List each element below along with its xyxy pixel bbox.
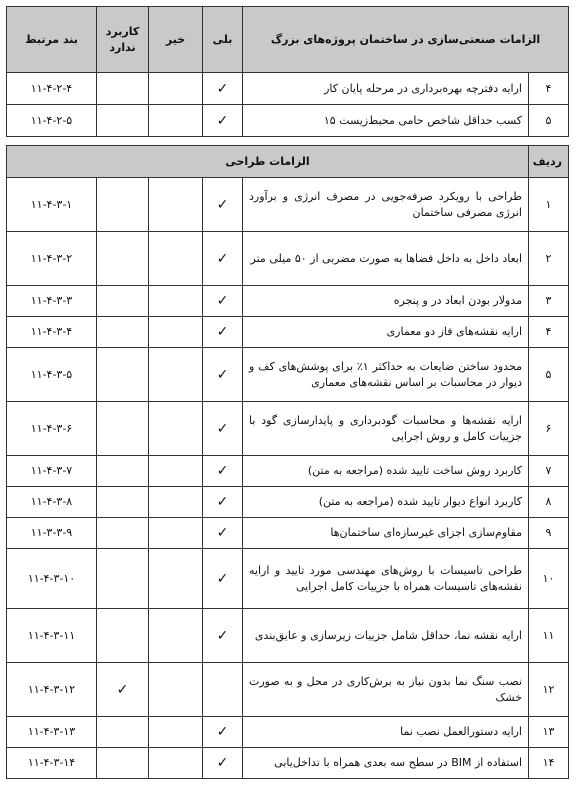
table-body: [7, 7, 569, 779]
check-yes: ✓: [203, 748, 243, 779]
check-no: [149, 73, 203, 105]
check-not-applicable: [97, 178, 149, 232]
row-description: استفاده از BIM در سطح سه بعدی همراه با تداخل‌یابی: [243, 748, 529, 779]
related-clause: ۱۱-۴-۳-۱۲: [7, 663, 97, 717]
row-number: ۱۰: [529, 549, 569, 609]
check-yes: ✓: [203, 73, 243, 105]
related-clause: ۱۱-۴-۲-۴: [7, 73, 97, 105]
row-description: طراحی با رویکرد صرفه‌جویی در مصرف انرژی و برآورد انرژی مصرفی ساختمان: [243, 178, 529, 232]
related-clause: ۱۱-۴-۳-۵: [7, 348, 97, 402]
header-not-applicable: کاربرد ندارد: [97, 7, 149, 73]
related-clause: ۱۱-۴-۳-۱: [7, 178, 97, 232]
row-number: ۲: [529, 232, 569, 286]
row-description: ارایه دستورالعمل نصب نما: [243, 717, 529, 748]
check-not-applicable: [97, 105, 149, 137]
row-number: ۹: [529, 518, 569, 549]
check-no: [149, 178, 203, 232]
check-not-applicable: [97, 609, 149, 663]
table-row: [7, 73, 569, 105]
row-number: ۸: [529, 487, 569, 518]
row-number: ۱: [529, 178, 569, 232]
check-yes: ✓: [203, 286, 243, 317]
check-yes: ✓: [203, 456, 243, 487]
related-clause: ۱۱-۴-۳-۱۴: [7, 748, 97, 779]
check-yes: ✓: [203, 549, 243, 609]
related-clause: ۱۱-۳-۳-۹: [7, 518, 97, 549]
check-no: [149, 609, 203, 663]
related-clause: ۱۱-۴-۳-۱۱: [7, 609, 97, 663]
row-description: ارایه نقشه‌های فاز دو معماری: [243, 317, 529, 348]
check-not-applicable: [97, 456, 149, 487]
related-clause: ۱۱-۴-۳-۷: [7, 456, 97, 487]
table-row: [7, 748, 569, 779]
table-row: [7, 348, 569, 402]
header-row: [7, 7, 569, 73]
check-no: [149, 717, 203, 748]
related-clause: ۱۱-۴-۲-۵: [7, 105, 97, 137]
spacer-row: [7, 137, 569, 146]
row-number: ۳: [529, 286, 569, 317]
check-not-applicable: [97, 549, 149, 609]
table-row: [7, 609, 569, 663]
row-number: ۱۳: [529, 717, 569, 748]
table-row: [7, 232, 569, 286]
row-description: مدولار بودن ابعاد در و پنجره: [243, 286, 529, 317]
row-description: نصب سنگ نما بدون نیاز به برش‌کاری در محل و به صورت خشک: [243, 663, 529, 717]
row-description: ارایه دفترچه بهره‌برداری در مرحله پایان کار: [243, 73, 529, 105]
row-number: ۴: [529, 317, 569, 348]
row-description: کسب حداقل شاخص حامی محیط‌زیست ۱۵: [243, 105, 529, 137]
section-title: الزامات طراحی: [7, 146, 529, 178]
table-row: [7, 317, 569, 348]
spacer-cell: [7, 137, 569, 146]
check-no: [149, 518, 203, 549]
check-no: [149, 487, 203, 518]
related-clause: ۱۱-۴-۳-۲: [7, 232, 97, 286]
row-number: ۱۲: [529, 663, 569, 717]
check-not-applicable: [97, 402, 149, 456]
related-clause: ۱۱-۴-۳-۴: [7, 317, 97, 348]
check-yes: ✓: [203, 105, 243, 137]
row-number: ۱۱: [529, 609, 569, 663]
related-clause: ۱۱-۴-۳-۱۳: [7, 717, 97, 748]
check-no: [149, 456, 203, 487]
row-description: کاربرد روش ساخت تایید شده (مراجعه به متن): [243, 456, 529, 487]
check-yes: ✓: [203, 717, 243, 748]
row-number: ۷: [529, 456, 569, 487]
row-description: ارایه نقشه‌ها و محاسبات گودبرداری و پایدارسازی گود با جزییات کامل و روش اجرایی: [243, 402, 529, 456]
check-yes: ✓: [203, 348, 243, 402]
check-not-applicable: ✓: [97, 663, 149, 717]
section-header-row: [7, 146, 569, 178]
table-row: [7, 402, 569, 456]
related-clause: ۱۱-۴-۳-۸: [7, 487, 97, 518]
table-row: [7, 717, 569, 748]
check-yes: ✓: [203, 317, 243, 348]
check-yes: ✓: [203, 232, 243, 286]
section-number-header: ردیف: [529, 146, 569, 178]
row-description: طراحی تاسیسات با روش‌های مهندسی مورد تایید و ارایه نقشه‌های تاسیسات همراه با جزییات کامل اجرایی: [243, 549, 529, 609]
row-number: ۱۴: [529, 748, 569, 779]
check-yes: ✓: [203, 178, 243, 232]
check-no: [149, 663, 203, 717]
row-description: ابعاد داخل به داخل فضاها به صورت مضربی از ۵۰ میلی متر: [243, 232, 529, 286]
table-row: [7, 518, 569, 549]
row-number: ۵: [529, 105, 569, 137]
check-yes: ✓: [203, 609, 243, 663]
check-yes: ✓: [203, 518, 243, 549]
row-description: کاربرد انواع دیوار تایید شده (مراجعه به متن): [243, 487, 529, 518]
row-description: مقاوم‌سازی اجزای غیرسازه‌ای ساختمان‌ها: [243, 518, 529, 549]
table-row: [7, 663, 569, 717]
header-yes: بلی: [203, 7, 243, 73]
row-number: ۵: [529, 348, 569, 402]
check-no: [149, 317, 203, 348]
table-row: [7, 286, 569, 317]
row-description: محدود ساختن ضایعات به حداکثر ۱٪ برای پوشش‌های کف و دیوار در محاسبات بر اساس نقشه‌های معماری: [243, 348, 529, 402]
check-not-applicable: [97, 748, 149, 779]
table-row: [7, 178, 569, 232]
check-not-applicable: [97, 317, 149, 348]
row-number: ۴: [529, 73, 569, 105]
check-no: [149, 549, 203, 609]
related-clause: ۱۱-۴-۳-۱۰: [7, 549, 97, 609]
row-description: ارایه نقشه نما، حداقل شامل جزییات زیرسازی و عایق‌بندی: [243, 609, 529, 663]
check-no: [149, 348, 203, 402]
check-yes: [203, 663, 243, 717]
check-no: [149, 402, 203, 456]
related-clause: ۱۱-۴-۳-۶: [7, 402, 97, 456]
check-not-applicable: [97, 286, 149, 317]
check-yes: ✓: [203, 487, 243, 518]
table-row: [7, 105, 569, 137]
header-related-clause: بند مرتبط: [7, 7, 97, 73]
check-not-applicable: [97, 717, 149, 748]
table-row: [7, 456, 569, 487]
check-no: [149, 748, 203, 779]
related-clause: ۱۱-۴-۳-۳: [7, 286, 97, 317]
check-not-applicable: [97, 73, 149, 105]
check-no: [149, 232, 203, 286]
row-number: ۶: [529, 402, 569, 456]
check-not-applicable: [97, 518, 149, 549]
check-no: [149, 105, 203, 137]
requirements-table: [6, 6, 569, 779]
check-yes: ✓: [203, 402, 243, 456]
check-not-applicable: [97, 348, 149, 402]
header-no: خیر: [149, 7, 203, 73]
check-no: [149, 286, 203, 317]
header-title: الزامات صنعتی‌سازی در ساختمان پروژه‌های بزرگ: [243, 7, 569, 73]
table-row: [7, 549, 569, 609]
check-not-applicable: [97, 232, 149, 286]
table-row: [7, 487, 569, 518]
check-not-applicable: [97, 487, 149, 518]
